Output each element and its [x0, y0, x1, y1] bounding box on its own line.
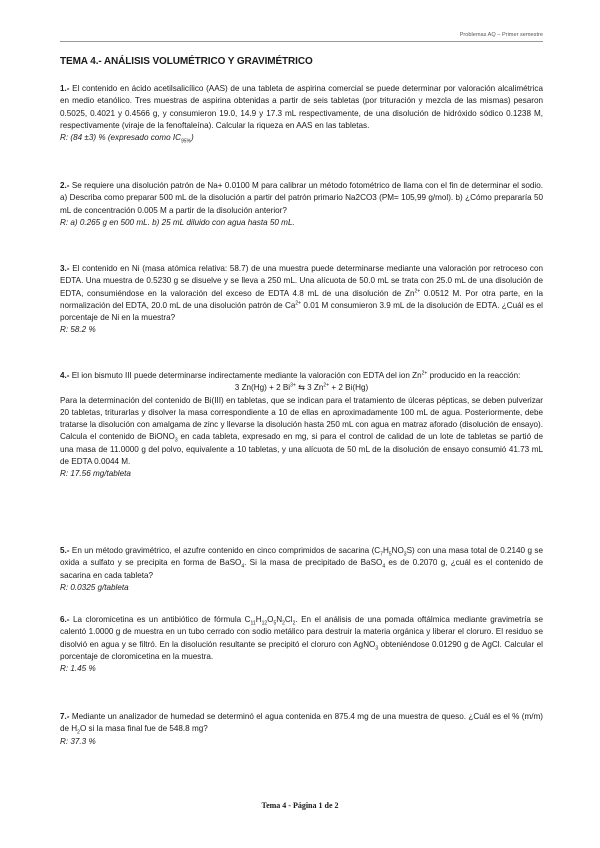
- formula-subscript: 11: [250, 620, 256, 627]
- page-footer: Tema 4 - Página 1 de 2: [261, 801, 339, 810]
- problem-text: producido en la reacción:: [427, 371, 521, 380]
- problem-text: Mediante un analizador de humedad se determinó el agua contenida en 875.4 mg de una muestra de queso. ¿Cuál es el % (m/m) de H: [60, 712, 543, 734]
- page-header: [60, 32, 543, 42]
- problem-number: 3.-: [60, 264, 70, 273]
- problem-text: El contenido en ácido acetilsalicílico (AAS) de una tableta de aspirina comercial se puede determinar por valoración alcalimétrica en medio etanólico. Tres muestras de aspirina obtenidas a partir de seis tabletas (por trituración y mezcla de las mismas) pesaron 0.5025, 0.4021 y 0.4566 g, y consumieron 19.0, 14.9 y 17.3 mL respectivamente, de una disolución de hidróxido sódico 0.1238 M, respectivamente (viraje de la fenoftaleína). Calcular la riqueza en AAS en las tabletas.: [60, 84, 543, 130]
- problem-number: 2.-: [60, 181, 70, 190]
- charge-superscript: 2+: [414, 287, 421, 294]
- problem-7-result: R: 37.3 %: [60, 736, 96, 746]
- problem-text: O si la masa final fue de 548.8 mg?: [79, 724, 208, 734]
- problem-2-statement: [60, 180, 543, 217]
- problem-number: 1.-: [60, 84, 70, 93]
- problem-text: H: [382, 546, 389, 555]
- problem-5: [60, 545, 543, 594]
- charge-superscript: 2+: [323, 382, 330, 389]
- problem-text: 0.0512 M. Por otra parte, en la normalización del EDTA, 20.0 mL de una disolución patrón de Ca: [60, 288, 543, 310]
- problem-text: Cl: [284, 615, 293, 624]
- problem-6-result: R: 1.45 %: [60, 664, 96, 673]
- result-uncertainty: ±3: [84, 133, 94, 142]
- problem-text: es de 0.2070 g, ¿cuál es el contenido de sacarina en cada tableta?: [60, 558, 543, 580]
- formula-subscript: 4: [382, 563, 386, 570]
- problem-text: Se requiere una disolución patrón de Na+ 0.0100 M para calibrar un método fotométrico de llama con el fin de determinar el sodio. a) Describa como preparar 500 mL de la disolución a partir del patrón primario Na2CO3 (PM= 105,99 g/mol). b) ¿Cómo prepararía 50 mL de concentración 0.005 M a partir de la disolución anterior?: [60, 181, 543, 215]
- problem-number: 7.-: [60, 712, 70, 721]
- problem-number: 6.-: [60, 615, 70, 624]
- problem-2: [60, 180, 543, 229]
- formula-subscript: 2: [77, 729, 80, 736]
- problem-1: [60, 83, 543, 144]
- equation-text: 3 Zn(Hg) + 2 Bi: [234, 383, 291, 393]
- equation-text: + 2 Bi(Hg): [329, 383, 369, 393]
- problem-text: . En el análisis de una pomada oftálmica mediante gravimetría se calentó 1.0000 g de muestra en un tubo cerrado con sodio metálico para destruir la materia orgánica y liberar el cloruro. El residuo se disolvió en agua y se filtró. En la disolución resultante se precipitó el cloruro con AgNO: [60, 615, 543, 649]
- formula-subscript: 5: [273, 620, 277, 627]
- problem-text: obteniéndose 0.01290 g de AgCl. Calcular el porcentaje de cloromicetina en la muestra.: [60, 639, 543, 661]
- problem-text: N: [276, 615, 283, 624]
- problem-text: La cloromicetina es un antibiótico de fórmula C: [69, 615, 251, 624]
- charge-superscript: 2+: [295, 300, 302, 307]
- problem-6: [60, 614, 543, 675]
- problem-text: El contenido en Ni (masa atómica relativa: 58.7) de una muestra puede determinarse mediante una valoración por retroceso con EDTA. Una muestra de 0.5230 g se disuelve y se lleva a 250 mL. Una alícuota de 50.0 mL se trata con 25.0 mL de una disolución de EDTA, consumiéndose en la valoración del exceso de EDTA 4.8 mL de una disolución de Zn: [60, 264, 543, 298]
- problem-3-statement: [60, 263, 543, 324]
- problem-text: Para la determinación del contenido de Bi(III) en tabletas, que se indican para el tratamiento de úlceras pépticas, se deben pulverizar 20 tabletas, triturarlas y disolver la masa correspondiente a 10 de ellas en aproximadamente 100 mL de agua. Posteriormente, debe tratarse la disolución con amalgama de zinc y llevarse la disolución hasta 250 mL con agua en matraz aforado (disolución de ensayo). Calcula el contenido de BiONO: [60, 395, 543, 442]
- problem-4-result: R: 17.56 mg/tableta: [60, 469, 131, 478]
- problem-text: en cada tableta, expresado en mg, si para el control de calidad de un lote de tabletas se partió de una masa de 11.0000 g del polvo, equivalente a 10 tabletas, y una alícuota de 50 mL de la disolución de ensayo consumió 41.73 mL de EDTA 0.0044 M.: [60, 432, 543, 466]
- problem-number: 4.-: [60, 371, 70, 380]
- header-course: Problemas AQ – Primer semestre: [459, 32, 543, 38]
- formula-subscript: 3: [403, 551, 407, 558]
- result-text: ) % (expresado como IC: [93, 133, 181, 142]
- formula-subscript: 4: [241, 563, 245, 570]
- problem-3-result: R: 58.2 %: [60, 325, 96, 335]
- problem-text: El ion bismuto III puede determinarse indirectamente mediante la valoración con EDTA del ion Zn: [69, 371, 422, 380]
- problem-number: 5.-: [60, 546, 70, 555]
- problem-text: En un método gravimétrico, el azufre contenido en cinco comprimidos de sacarina (C: [69, 546, 381, 555]
- formula-subscript: 12: [261, 620, 268, 627]
- equation-text: ⇆ 3 Zn: [295, 383, 324, 393]
- formula-subscript: 3: [174, 437, 178, 444]
- problem-text: NO: [391, 546, 404, 555]
- problem-3: [60, 263, 543, 337]
- charge-superscript: 3+: [290, 382, 296, 389]
- reaction-equation: [60, 382, 543, 394]
- formula-subscript: 7: [380, 551, 383, 558]
- formula-subscript: 5: [388, 551, 392, 558]
- charge-superscript: 2+: [421, 370, 428, 377]
- result-text: R: (84: [60, 133, 85, 142]
- problem-1-statement: [60, 83, 543, 132]
- formula-subscript: 3: [375, 645, 379, 652]
- problem-text: S) con una masa total de 0.2140 g se oxida a sulfato y se precipita en forma de BaSO: [60, 546, 544, 568]
- problem-4: [60, 370, 543, 480]
- problem-5-result: R: 0.0325 g/tableta: [60, 582, 129, 592]
- result-subscript: 95%: [180, 138, 191, 145]
- problem-6-statement: [60, 614, 543, 663]
- problem-text: O: [267, 615, 274, 624]
- problem-7-statement: [60, 711, 543, 736]
- formula-subscript: 2: [282, 620, 285, 627]
- page-title: TEMA 4.- ANÁLISIS VOLUMÉTRICO Y GRAVIMÉTRICO: [60, 56, 313, 67]
- problem-4-body: [60, 395, 543, 469]
- problem-7: [60, 711, 543, 748]
- problem-text: . Si la masa de precipitado de BaSO: [244, 558, 383, 568]
- problem-5-statement: [60, 545, 543, 582]
- formula-subscript: 2: [292, 620, 296, 627]
- problem-1-result: [60, 132, 543, 144]
- problem-2-result: R: a) 0.265 g en 500 mL. b) 25 mL diluido con agua hasta 50 mL.: [60, 217, 295, 227]
- problem-4-intro: [60, 370, 543, 382]
- result-text: ): [191, 133, 194, 142]
- problem-text: 0.01 M consumieron 3.9 mL de la disolución de EDTA. ¿Cuál es el porcentaje de Ni en la muestra?: [60, 300, 543, 322]
- problem-text: H: [255, 615, 262, 624]
